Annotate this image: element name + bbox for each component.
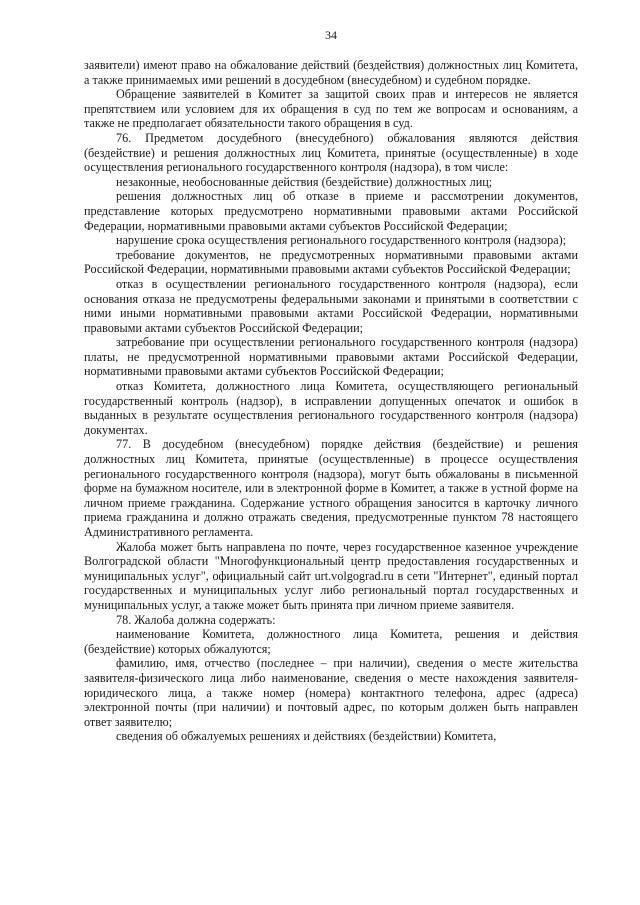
paragraph: 76. Предметом досудебного (внесудебного) обжалования являются действия (бездействие) и решения должностных лиц Комитета, принятые (осуществленные) в ходе осуществления регионального государственного контроля (надзора), в том числе: bbox=[84, 130, 578, 175]
document-body bbox=[84, 58, 578, 744]
paragraph: отказ в осуществлении регионального государственного контроля (надзора), если основания отказа не предусмотрены федеральными законами и принятыми в соответствии с ними иными нормативными правовыми актами Российской Федерации, нормативными правовыми актами субъектов Российской Федерации; bbox=[84, 276, 578, 335]
paragraph: Жалоба может быть направлена по почте, через государственное казенное учреждение Волгоградской области "Многофункциональный центр предоставления государственных и муниципальных услуг", официальный сайт urt.volgograd.ru в сети "Интернет", единый портал государственных и муниципальных услуг либо региональный портал государственных и муниципальных услуг, а также может быть принята при личном приеме заявителя. bbox=[84, 539, 578, 612]
paragraph: Обращение заявителей в Комитет за защитой своих прав и интересов не является препятствием или условием для их обращения в суд по тем же вопросам и основаниям, а также не предполагает обязательности такого обращения в суд. bbox=[84, 87, 578, 131]
paragraph: незаконные, необоснованные действия (бездействие) должностных лиц; bbox=[116, 174, 493, 189]
paragraph: затребование при осуществлении регионального государственного контроля (надзора) платы, не предусмотренной нормативными правовыми актами Российской Федерации, нормативными правовыми актами субъектов Российской Федерации; bbox=[84, 335, 578, 379]
paragraph: наименование Комитета, должностного лица Комитета, решения и действия (бездействие) которых обжалуются; bbox=[84, 627, 578, 656]
paragraph: нарушение срока осуществления регионального государственного контроля (надзора); bbox=[116, 233, 567, 248]
paragraph: сведения об обжалуемых решениях и действиях (бездействии) Комитета, bbox=[116, 729, 497, 744]
paragraph: фамилию, имя, отчество (последнее – при наличии), сведения о месте жительства заявителя-физического лица либо наименование, сведения о месте нахождения заявителя-юридического лица, а также номер (номера) контактного телефона, адрес (адреса) электронной почты (при наличии) и почтовый адрес, по которым должен быть направлен ответ заявителю; bbox=[84, 656, 578, 729]
paragraph: 78. Жалоба должна содержать: bbox=[116, 612, 276, 627]
paragraph: решения должностных лиц об отказе в приеме и рассмотрении документов, представление которых предусмотрено нормативными правовыми актами Российской Федерации, нормативными правовыми актами субъектов Российской Федерации; bbox=[84, 189, 578, 233]
paragraph: заявители) имеют право на обжалование действий (бездействия) должностных лиц Комитета, а также принимаемых ими решений в досудебном (внесудебном) и судебном порядке. bbox=[84, 58, 578, 87]
page-number: 34 bbox=[325, 28, 337, 42]
paragraph: требование документов, не предусмотренных нормативными правовыми актами Российской Федерации, нормативными правовыми актами субъектов Российской Федерации; bbox=[84, 247, 578, 277]
paragraph: отказ Комитета, должностного лица Комитета, осуществляющего региональный государственный контроль (надзор), в исправлении допущенных опечаток и ошибок в выданных в результате осуществления регионального государственного контроля (надзора) документах. bbox=[84, 379, 578, 437]
paragraph: 77. В досудебном (внесудебном) порядке действия (бездействие) и решения должностных лиц Комитета, принятые (осуществленные) в процессе осуществления регионального государственного контроля (надзора), могут быть обжалованы в письменной форме на бумажном носителе, или в электронной форме в Комитет, а также в устной форме на личном приеме гражданина. Содержание устного обращения заносится в карточку личного приема гражданина и должно отражать сведения, предусмотренные пунктом 78 настоящего Административного регламента. bbox=[84, 437, 578, 539]
